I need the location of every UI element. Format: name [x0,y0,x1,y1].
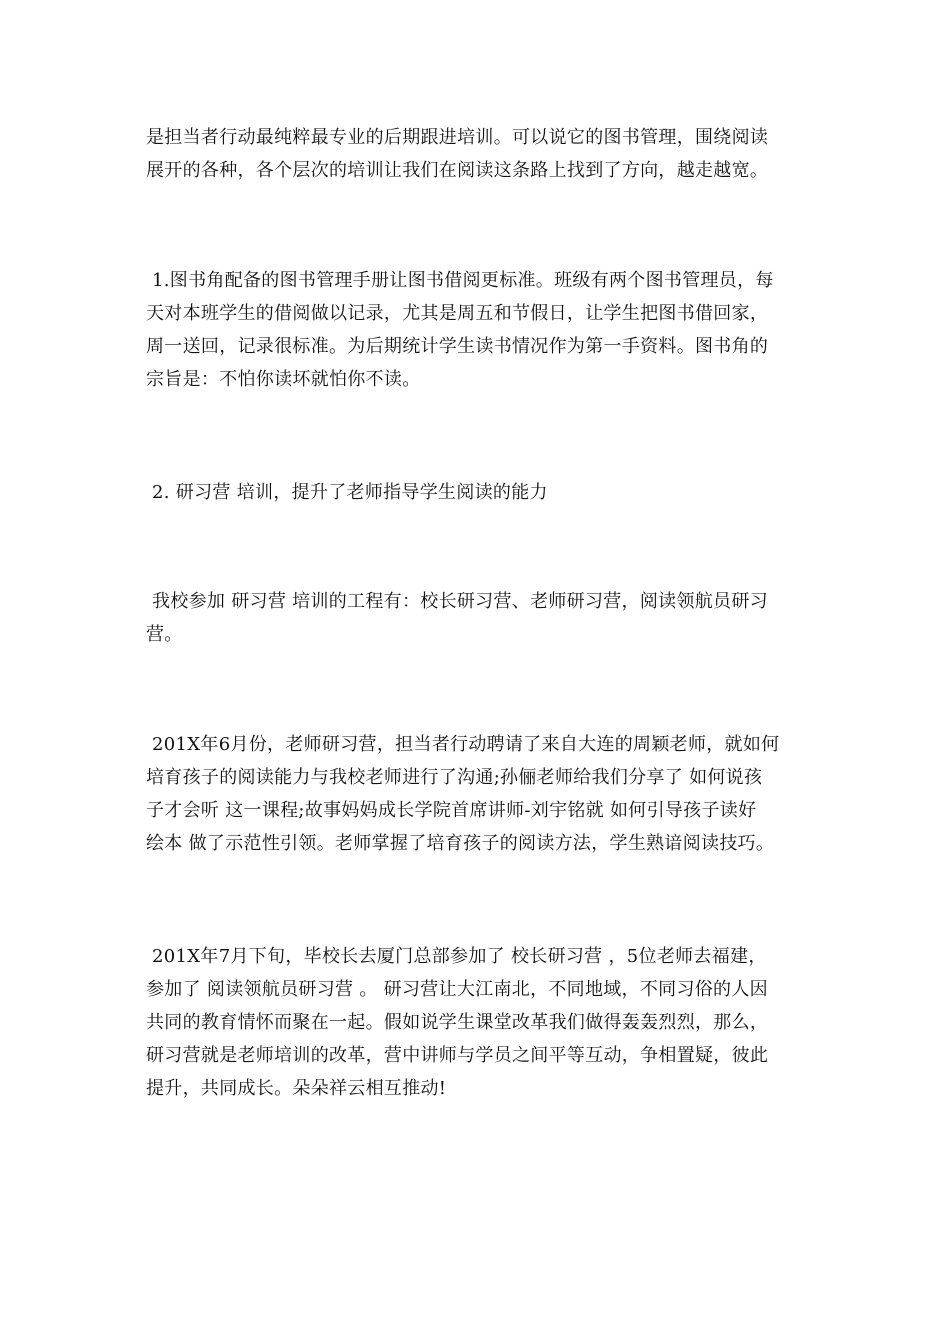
text-line: 参加了 阅读领航员研习营 。 研习营让大江南北，不同地域，不同习俗的人因 [146,979,768,1000]
text-line: 营。 [146,624,183,645]
text-line: 天对本班学生的借阅做以记录，尤其是周五和节假日，让学生把图书借回家， [146,303,769,324]
text-line: 我校参加 研习营 培训的工程有：校长研习营、老师研习营，阅读领航员研习 [146,591,768,612]
text-line: 2. 研习营 培训，提升了老师指导学生阅读的能力 [146,482,548,503]
paragraph-section-heading [146,476,812,509]
text-line: 1.图书角配备的图书管理手册让图书借阅更标准。班级有两个图书管理员，每 [146,270,774,291]
paragraph-july-camp [146,940,812,1105]
paragraph-camp-projects [146,585,812,651]
paragraph-book-corner [146,264,812,396]
text-line: 共同的教育情怀而聚在一起。假如说学生课堂改革我们做得轰轰烈烈，那么， [146,1012,769,1033]
text-line: 培育孩子的阅读能力与我校老师进行了沟通;孙俪老师给我们分享了 如何说孩 [146,767,763,788]
text-line: 提升，共同成长。朵朵祥云相互推动! [146,1078,447,1099]
text-line: 绘本 做了示范性引领。老师掌握了培育孩子的阅读方法，学生熟谙阅读技巧。 [146,833,775,854]
paragraph-june-camp [146,728,812,860]
text-line: 201X年7月下旬，毕校长去厦门总部参加了 校长研习营 ，5位老师去福建， [146,946,767,967]
text-line: 周一送回，记录很标准。为后期统计学生读书情况作为第一手资料。图书角的 [146,336,769,357]
text-line: 子才会听 这一课程;故事妈妈成长学院首席讲师-刘宇铭就 如何引导孩子读好 [146,800,757,821]
text-line: 201X年6月份，老师研习营，担当者行动聘请了来自大连的周颖老师，就如何 [146,734,780,755]
text-line: 展开的各种，各个层次的培训让我们在阅读这条路上找到了方向，越走越宽。 [146,160,769,181]
text-line: 是担当者行动最纯粹最专业的后期跟进培训。可以说它的图书管理，围绕阅读 [146,127,769,148]
text-line: 研习营就是老师培训的改革，营中讲师与学员之间平等互动，争相置疑，彼此 [146,1045,769,1066]
paragraph-training-intro [146,121,812,187]
text-line: 宗旨是：不怕你读坏就怕你不读。 [146,369,421,390]
